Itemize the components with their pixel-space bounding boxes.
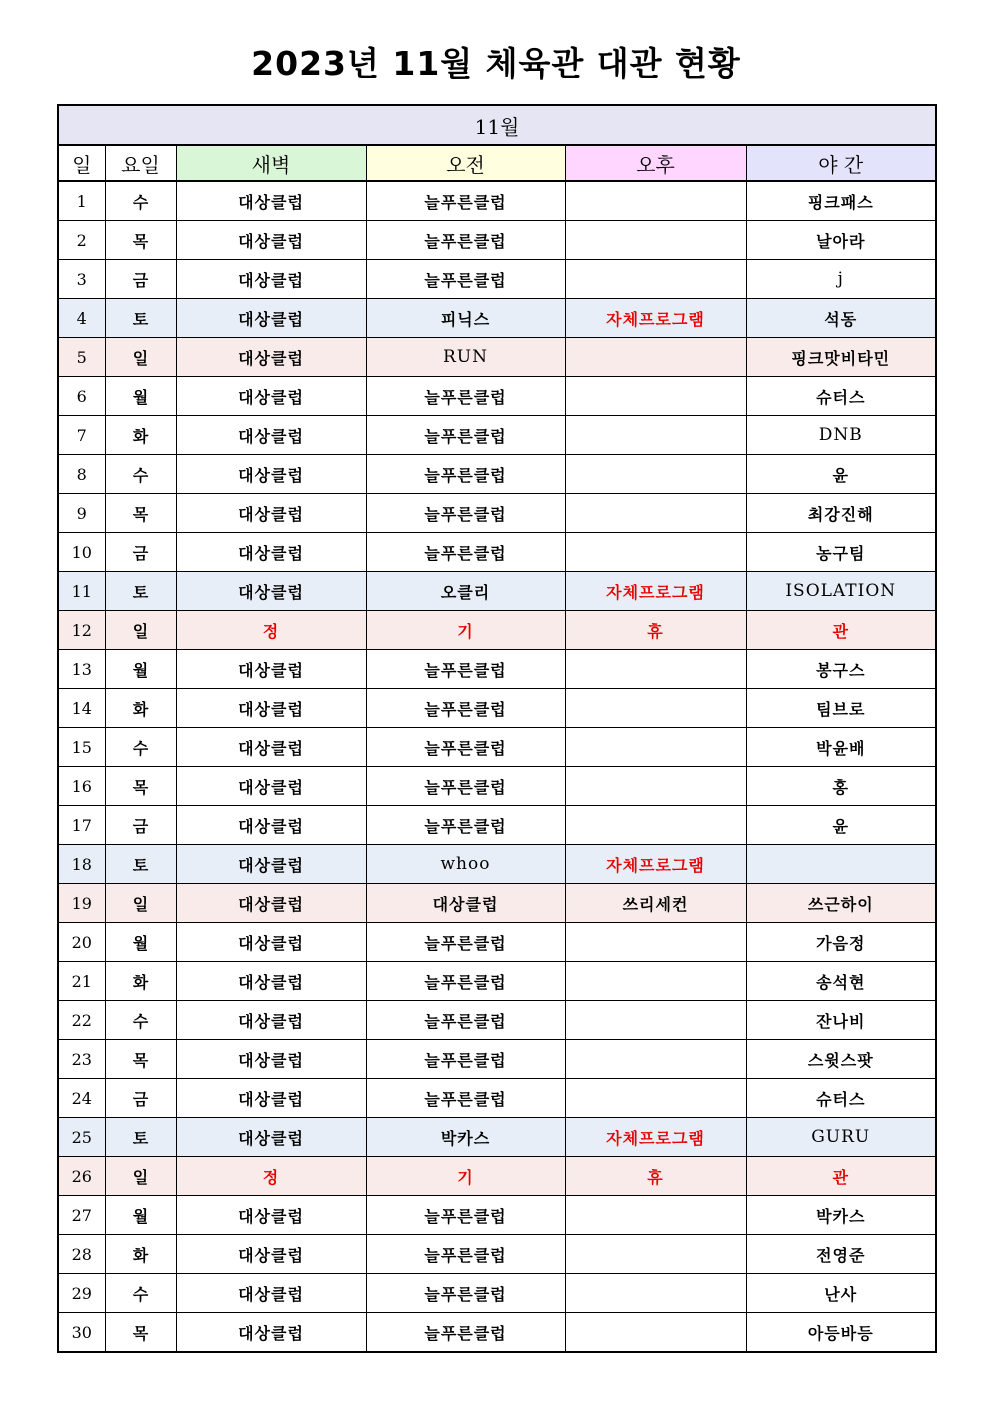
cell-night: DNB (746, 416, 936, 455)
cell-weekday: 토 (105, 845, 176, 884)
cell-afternoon (565, 221, 746, 260)
table-row (58, 728, 936, 767)
cell-afternoon (565, 962, 746, 1001)
cell-day: 26 (58, 1157, 105, 1196)
cell-morning: 늘푸른클럽 (366, 1040, 565, 1079)
cell-morning: 늘푸른클럽 (366, 650, 565, 689)
cell-weekday: 목 (105, 494, 176, 533)
cell-dawn: 대상클럽 (176, 455, 366, 494)
cell-weekday: 화 (105, 1235, 176, 1274)
cell-morning: 기 (366, 1157, 565, 1196)
cell-afternoon: 휴 (565, 1157, 746, 1196)
cell-morning: 늘푸른클럽 (366, 1079, 565, 1118)
cell-weekday: 금 (105, 533, 176, 572)
cell-dawn: 대상클럽 (176, 338, 366, 377)
cell-dawn: 대상클럽 (176, 962, 366, 1001)
cell-night: 관 (746, 1157, 936, 1196)
cell-weekday: 일 (105, 338, 176, 377)
cell-afternoon (565, 260, 746, 299)
cell-afternoon (565, 377, 746, 416)
cell-weekday: 월 (105, 377, 176, 416)
cell-dawn: 대상클럽 (176, 1118, 366, 1157)
cell-night: 박카스 (746, 1196, 936, 1235)
cell-afternoon (565, 416, 746, 455)
cell-morning: 늘푸른클럽 (366, 689, 565, 728)
table-row (58, 1313, 936, 1353)
table-row (58, 923, 936, 962)
cell-weekday: 월 (105, 1196, 176, 1235)
table-row (58, 416, 936, 455)
table-row (58, 533, 936, 572)
cell-night: 핑크맛비타민 (746, 338, 936, 377)
cell-weekday: 목 (105, 1040, 176, 1079)
cell-morning: 늘푸른클럽 (366, 1313, 565, 1353)
cell-afternoon (565, 181, 746, 221)
cell-day: 7 (58, 416, 105, 455)
cell-weekday: 목 (105, 221, 176, 260)
cell-dawn: 대상클럽 (176, 1235, 366, 1274)
cell-day: 13 (58, 650, 105, 689)
cell-day: 15 (58, 728, 105, 767)
cell-day: 4 (58, 299, 105, 338)
cell-morning: 늘푸른클럽 (366, 728, 565, 767)
cell-day: 10 (58, 533, 105, 572)
table-row (58, 1196, 936, 1235)
cell-morning: 대상클럽 (366, 884, 565, 923)
table-row (58, 377, 936, 416)
cell-morning: 늘푸른클럽 (366, 260, 565, 299)
cell-afternoon (565, 767, 746, 806)
cell-morning: 늘푸른클럽 (366, 377, 565, 416)
header-weekday: 요일 (105, 145, 176, 181)
cell-night: 윤 (746, 455, 936, 494)
cell-weekday: 목 (105, 1313, 176, 1353)
cell-night: GURU (746, 1118, 936, 1157)
cell-night: 팀브로 (746, 689, 936, 728)
table-row (58, 1001, 936, 1040)
cell-dawn: 대상클럽 (176, 260, 366, 299)
table-row (58, 884, 936, 923)
cell-night: 슈터스 (746, 1079, 936, 1118)
cell-day: 12 (58, 611, 105, 650)
cell-day: 19 (58, 884, 105, 923)
cell-dawn: 대상클럽 (176, 923, 366, 962)
cell-day: 6 (58, 377, 105, 416)
cell-weekday: 토 (105, 299, 176, 338)
table-row (58, 494, 936, 533)
cell-morning: 늘푸른클럽 (366, 416, 565, 455)
table-row (58, 1118, 936, 1157)
cell-afternoon (565, 1235, 746, 1274)
table-row (58, 1235, 936, 1274)
table-row (58, 1040, 936, 1079)
cell-weekday: 수 (105, 728, 176, 767)
cell-night: 송석현 (746, 962, 936, 1001)
cell-weekday: 수 (105, 455, 176, 494)
cell-afternoon: 자체프로그램 (565, 845, 746, 884)
cell-dawn: 대상클럽 (176, 806, 366, 845)
cell-afternoon (565, 533, 746, 572)
header-day: 일 (58, 145, 105, 181)
cell-afternoon: 쓰리세컨 (565, 884, 746, 923)
cell-dawn: 대상클럽 (176, 845, 366, 884)
cell-night: 가음정 (746, 923, 936, 962)
cell-morning: 늘푸른클럽 (366, 1235, 565, 1274)
schedule-body (58, 181, 936, 1352)
month-label: 11월 (58, 105, 936, 145)
cell-weekday: 수 (105, 1001, 176, 1040)
header-afternoon: 오후 (565, 145, 746, 181)
cell-dawn: 대상클럽 (176, 728, 366, 767)
table-row (58, 1079, 936, 1118)
cell-weekday: 토 (105, 572, 176, 611)
table-row (58, 181, 936, 221)
cell-night: 농구팀 (746, 533, 936, 572)
cell-night: 잔나비 (746, 1001, 936, 1040)
cell-weekday: 화 (105, 962, 176, 1001)
cell-weekday: 목 (105, 767, 176, 806)
cell-night: 봉구스 (746, 650, 936, 689)
cell-night: 아등바등 (746, 1313, 936, 1353)
cell-day: 17 (58, 806, 105, 845)
cell-weekday: 일 (105, 611, 176, 650)
header-dawn: 새벽 (176, 145, 366, 181)
cell-dawn: 대상클럽 (176, 650, 366, 689)
cell-morning: 늘푸른클럽 (366, 923, 565, 962)
cell-morning: 늘푸른클럽 (366, 1274, 565, 1313)
cell-weekday: 수 (105, 1274, 176, 1313)
cell-afternoon (565, 1001, 746, 1040)
cell-day: 9 (58, 494, 105, 533)
cell-night: 스윗스팟 (746, 1040, 936, 1079)
cell-weekday: 일 (105, 1157, 176, 1196)
cell-dawn: 대상클럽 (176, 1196, 366, 1235)
cell-morning: 오클리 (366, 572, 565, 611)
cell-morning: 늘푸른클럽 (366, 1001, 565, 1040)
table-row (58, 1274, 936, 1313)
table-row (58, 572, 936, 611)
cell-afternoon (565, 806, 746, 845)
cell-day: 21 (58, 962, 105, 1001)
cell-afternoon (565, 689, 746, 728)
cell-afternoon: 자체프로그램 (565, 299, 746, 338)
cell-night: ISOLATION (746, 572, 936, 611)
cell-afternoon (565, 455, 746, 494)
cell-night: 날아라 (746, 221, 936, 260)
cell-night: 난사 (746, 1274, 936, 1313)
cell-dawn: 대상클럽 (176, 1040, 366, 1079)
cell-morning: 피닉스 (366, 299, 565, 338)
cell-dawn: 정 (176, 1157, 366, 1196)
cell-day: 27 (58, 1196, 105, 1235)
cell-dawn: 대상클럽 (176, 1001, 366, 1040)
cell-night: j (746, 260, 936, 299)
cell-dawn: 대상클럽 (176, 299, 366, 338)
cell-afternoon (565, 650, 746, 689)
cell-weekday: 토 (105, 1118, 176, 1157)
cell-day: 2 (58, 221, 105, 260)
cell-dawn: 대상클럽 (176, 416, 366, 455)
cell-dawn: 대상클럽 (176, 533, 366, 572)
cell-morning: 늘푸른클럽 (366, 494, 565, 533)
table-row (58, 1157, 936, 1196)
cell-morning: 늘푸른클럽 (366, 806, 565, 845)
table-row (58, 260, 936, 299)
cell-afternoon: 자체프로그램 (565, 1118, 746, 1157)
cell-night: 윤 (746, 806, 936, 845)
cell-morning: 기 (366, 611, 565, 650)
table-row (58, 221, 936, 260)
rental-schedule-table (57, 104, 937, 1353)
cell-day: 23 (58, 1040, 105, 1079)
cell-afternoon (565, 1196, 746, 1235)
cell-morning: 늘푸른클럽 (366, 767, 565, 806)
column-header-row (58, 145, 936, 181)
cell-day: 11 (58, 572, 105, 611)
cell-morning: 늘푸른클럽 (366, 1196, 565, 1235)
page-title: 2023년 11월 체육관 대관 현황 (251, 44, 741, 83)
cell-night: 관 (746, 611, 936, 650)
cell-dawn: 대상클럽 (176, 494, 366, 533)
cell-day: 18 (58, 845, 105, 884)
cell-morning: 박카스 (366, 1118, 565, 1157)
cell-afternoon (565, 923, 746, 962)
cell-morning: 늘푸른클럽 (366, 533, 565, 572)
cell-day: 20 (58, 923, 105, 962)
cell-dawn: 대상클럽 (176, 377, 366, 416)
cell-weekday: 월 (105, 923, 176, 962)
cell-day: 8 (58, 455, 105, 494)
cell-night: 핑크패스 (746, 181, 936, 221)
cell-dawn: 대상클럽 (176, 221, 366, 260)
cell-day: 3 (58, 260, 105, 299)
table-row (58, 299, 936, 338)
cell-afternoon (565, 1313, 746, 1353)
cell-night: 홍 (746, 767, 936, 806)
cell-morning: 늘푸른클럽 (366, 455, 565, 494)
cell-weekday: 일 (105, 884, 176, 923)
cell-day: 24 (58, 1079, 105, 1118)
cell-weekday: 월 (105, 650, 176, 689)
table-row (58, 845, 936, 884)
cell-weekday: 화 (105, 416, 176, 455)
cell-afternoon (565, 728, 746, 767)
table-row (58, 806, 936, 845)
table-row (58, 689, 936, 728)
cell-day: 5 (58, 338, 105, 377)
cell-afternoon (565, 1040, 746, 1079)
table-row (58, 962, 936, 1001)
cell-day: 29 (58, 1274, 105, 1313)
cell-afternoon: 자체프로그램 (565, 572, 746, 611)
cell-morning: whoo (366, 845, 565, 884)
cell-morning: 늘푸른클럽 (366, 962, 565, 1001)
cell-day: 25 (58, 1118, 105, 1157)
cell-weekday: 화 (105, 689, 176, 728)
cell-day: 14 (58, 689, 105, 728)
cell-dawn: 대상클럽 (176, 884, 366, 923)
cell-night (746, 845, 936, 884)
cell-day: 30 (58, 1313, 105, 1353)
cell-day: 22 (58, 1001, 105, 1040)
cell-night: 석동 (746, 299, 936, 338)
table-row (58, 611, 936, 650)
cell-afternoon: 휴 (565, 611, 746, 650)
cell-morning: 늘푸른클럽 (366, 221, 565, 260)
header-night: 야 간 (746, 145, 936, 181)
cell-afternoon (565, 494, 746, 533)
cell-night: 쓰근하이 (746, 884, 936, 923)
cell-afternoon (565, 338, 746, 377)
cell-dawn: 정 (176, 611, 366, 650)
cell-night: 전영준 (746, 1235, 936, 1274)
cell-afternoon (565, 1079, 746, 1118)
cell-day: 28 (58, 1235, 105, 1274)
cell-dawn: 대상클럽 (176, 1079, 366, 1118)
table-row (58, 455, 936, 494)
cell-weekday: 수 (105, 181, 176, 221)
cell-weekday: 금 (105, 1079, 176, 1118)
table-row (58, 650, 936, 689)
cell-dawn: 대상클럽 (176, 689, 366, 728)
table-row (58, 338, 936, 377)
cell-night: 최강진해 (746, 494, 936, 533)
cell-dawn: 대상클럽 (176, 572, 366, 611)
cell-dawn: 대상클럽 (176, 767, 366, 806)
cell-dawn: 대상클럽 (176, 181, 366, 221)
cell-night: 슈터스 (746, 377, 936, 416)
cell-afternoon (565, 1274, 746, 1313)
header-morning: 오전 (366, 145, 565, 181)
cell-weekday: 금 (105, 806, 176, 845)
month-header-row (58, 105, 936, 145)
cell-dawn: 대상클럽 (176, 1274, 366, 1313)
cell-dawn: 대상클럽 (176, 1313, 366, 1353)
cell-night: 박윤배 (746, 728, 936, 767)
cell-day: 16 (58, 767, 105, 806)
cell-day: 1 (58, 181, 105, 221)
cell-weekday: 금 (105, 260, 176, 299)
cell-morning: RUN (366, 338, 565, 377)
table-row (58, 767, 936, 806)
cell-morning: 늘푸른클럽 (366, 181, 565, 221)
